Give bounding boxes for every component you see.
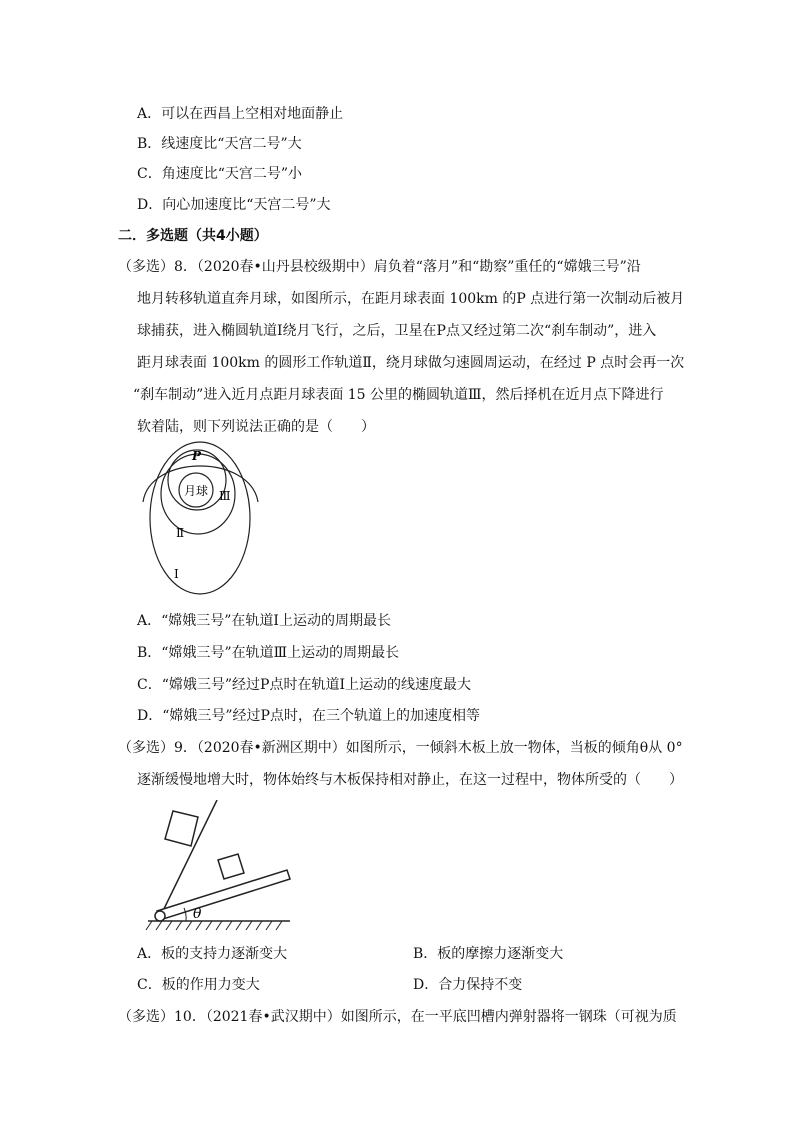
q8-line-4: 距月球表面 100km 的圆形工作轨道Ⅱ，绕月球做匀速圆周运动，在经过 P 点时会再一次 [137, 355, 685, 371]
q7-option-c: C．角速度比“天宫二号”小 [137, 166, 303, 182]
q9-option-a: A．板的支持力逐渐变大 [137, 946, 288, 962]
moon-label: 月球 [183, 484, 209, 498]
q8-line-2: 地月转移轨道直奔月球，如图所示，在距月球表面 100km 的P 点进行第一次制动后被月 [137, 291, 685, 307]
q9-option-d: D．合力保持不变 [413, 977, 523, 993]
moon-orbit-figure [140, 440, 265, 600]
q9-option-c: C．板的作用力变大 [137, 977, 260, 993]
q8-line-5: “刹车制动”进入近月点距月球表面 15 公里的椭圆轨道Ⅲ，然后择机在近月点下降进行 [133, 387, 664, 403]
orbit-iii-label: Ⅲ [219, 489, 231, 503]
q7-option-d: D．向心加速度比“天宫二号”大 [137, 197, 331, 213]
inclined-board-figure [140, 800, 300, 935]
q10-line-1: （多选）10．（2021春•武汉期中）如图所示，在一平底凹槽内弹射器将一钢珠（可视为质 [118, 1009, 677, 1025]
q9-option-b: B．板的摩擦力逐渐变大 [413, 946, 564, 962]
q8-option-b: B．“嫦娥三号”在轨道Ⅲ上运动的周期最长 [137, 645, 400, 661]
section-title: 二．多选题（共4小题） [118, 228, 268, 244]
orbit-i-label: Ⅰ [174, 567, 179, 581]
ground-hatching [146, 921, 282, 930]
theta-label: θ [193, 906, 202, 922]
q9-line-2: 逐渐缓慢地增大时，物体始终与木板保持相对静止，在这一过程中，物体所受的（ ） [137, 772, 683, 788]
q8-option-a: A．“嫦娥三号”在轨道Ⅰ上运动的周期最长 [137, 613, 391, 629]
q7-option-b: B．线速度比“天宫二号”大 [137, 136, 302, 152]
q8-option-c: C．“嫦娥三号”经过P点时在轨道Ⅰ上运动的线速度最大 [137, 677, 471, 693]
q9-line-1: （多选）9．（2020春•新洲区期中）如图所示，一倾斜木板上放一物体，当板的倾角θ从 0° [118, 740, 683, 756]
hinge-circle [155, 911, 165, 921]
block-on-steep-board [165, 811, 198, 846]
q8-line-3: 球捕获，进入椭圆轨道Ⅰ绕月飞行，之后，卫星在P点又经过第二次“刹车制动”，进入 [137, 323, 657, 339]
q8-option-d: D．“嫦娥三号”经过P点时，在三个轨道上的加速度相等 [137, 708, 480, 724]
block-on-shallow-board [218, 854, 244, 879]
q8-line-1: （多选）8．（2020春•山丹县校级期中）肩负着“落月”和“勘察”重任的“嫦娥三号”沿 [118, 259, 641, 275]
point-p-label: P [192, 449, 202, 463]
orbit-ii-label: Ⅱ [176, 526, 185, 540]
orbit-i [150, 442, 250, 594]
q8-line-6: 软着陆，则下列说法正确的是（ ） [137, 419, 375, 435]
q7-option-a: A．可以在西昌上空相对地面静止 [137, 106, 344, 122]
